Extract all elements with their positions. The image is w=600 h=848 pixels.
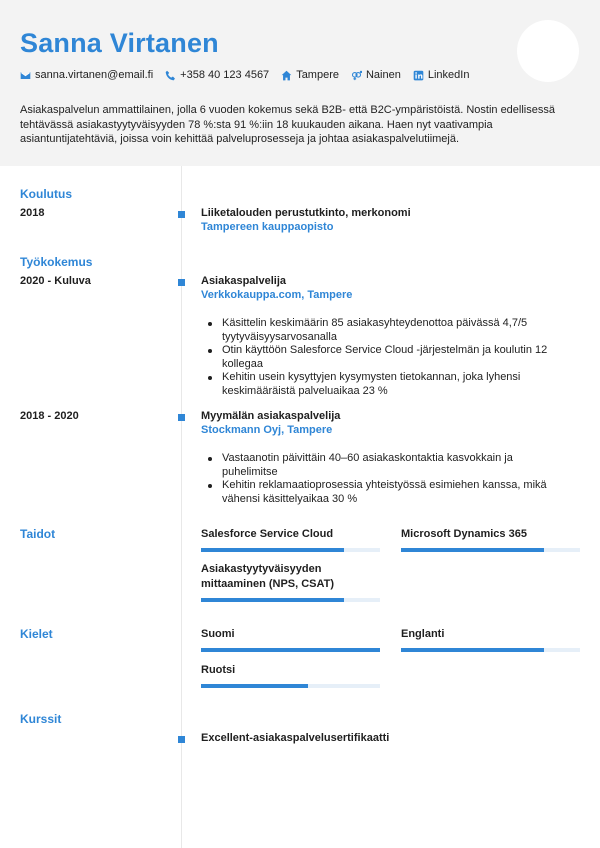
experience-title-1: Asiakaspalvelija [201,275,287,287]
education-degree: Liiketalouden perustutkinto, merkonomi [201,207,411,219]
skill-level-fill [201,548,344,552]
linkedin-icon [413,70,424,81]
experience-date-1: 2020 - Kuluva [20,275,91,287]
list-item: Käsittelin keskimäärin 85 asiakasyhteydenottoa päivässä 4,7/5 tyytyväisyysarvosanalla [201,317,561,344]
contact-gender [351,69,401,81]
skill-item [201,527,380,552]
profile-photo-placeholder [517,20,579,82]
language-label: Suomi [201,628,235,640]
skill-item [401,527,580,552]
language-label: Ruotsi [201,664,236,676]
education-school: Tampereen kauppaopisto [201,221,334,233]
candidate-name: Sanna Virtanen [20,28,219,58]
profile-summary: Asiakaspalvelun ammattilainen, jolla 6 vuoden kokemus sekä B2B- että B2C-ympäristöistä. Nostin edellisessä tehtävässä asiakastyytyväisyyden 78 %:sta 91 %:iin 18 kuukauden aikana. Haen nyt vaativampia asiantuntijatehtäviä, joissa voin kehittää palveluprosesseja ja johtaa asiakaspalvelutiimejä. [20,104,555,145]
contact-gender-text: Nainen [365,69,401,81]
experience-bullets-1 [201,317,561,398]
language-level-bar [201,648,380,652]
header-band [0,0,600,166]
contact-email[interactable] [20,69,153,81]
language-level-fill [201,648,380,652]
language-item [201,663,380,688]
timeline-divider [181,166,182,848]
phone-icon [165,70,176,81]
timeline-marker [178,211,185,218]
education-date: 2018 [20,207,45,219]
skill-label: Salesforce Service Cloud [201,528,334,540]
language-level-fill [401,648,544,652]
contact-location [281,69,339,81]
course-title: Excellent-asiakaspalvelusertifikaatti [201,732,390,744]
contact-location-text: Tampere [296,69,339,81]
contact-row [20,69,481,81]
language-label: Englanti [401,628,445,640]
home-icon [281,70,292,81]
language-level-bar [201,684,380,688]
section-title-experience: Työkokemus [20,255,93,269]
timeline-marker [178,414,185,421]
list-item: Kehitin usein kysyttyjen kysymysten tietokannan, joka lyhensi keskimääräistä palveluaikaa 23 % [201,371,561,398]
experience-title-2: Myymälän asiakaspalvelija [201,410,341,422]
timeline-marker [178,736,185,743]
language-level-bar [401,648,580,652]
section-title-education: Koulutus [20,187,72,201]
experience-bullets-2 [201,452,561,506]
section-title-skills: Taidot [20,527,56,541]
experience-date-2: 2018 - 2020 [20,410,79,422]
gender-icon [351,70,362,81]
skill-level-bar [401,548,580,552]
skill-label: Microsoft Dynamics 365 [401,528,527,540]
skill-level-bar [201,548,380,552]
skill-level-bar [201,598,380,602]
section-title-courses: Kurssit [20,712,62,726]
list-item: Vastaanotin päivittäin 40–60 asiakaskontaktia kasvokkain ja puhelimitse [201,452,561,479]
contact-phone-text: +358 40 123 4567 [180,69,270,81]
timeline-marker [178,279,185,286]
skill-item [201,562,380,602]
list-item: Otin käyttöön Salesforce Service Cloud -järjestelmän ja koulutin 12 kollegaa [201,344,561,371]
skill-level-fill [201,598,344,602]
contact-phone[interactable] [165,69,269,81]
contact-linkedin-text: LinkedIn [427,69,470,81]
contact-email-text: sanna.virtanen@email.fi [35,69,154,81]
language-item [401,627,580,652]
skill-label: Asiakastyytyväisyyden mittaaminen (NPS, CSAT) [201,563,335,590]
language-level-fill [201,684,308,688]
envelope-icon [20,70,31,81]
experience-company-2: Stockmann Oyj, Tampere [201,424,333,436]
skill-level-fill [401,548,544,552]
contact-linkedin[interactable] [413,69,470,81]
list-item: Kehitin reklamaatioprosessia yhteistyössä esimiehen kanssa, mikä vähensi käsittelyaikaa 30 % [201,479,561,506]
language-item [201,627,380,652]
section-title-languages: Kielet [20,627,53,641]
experience-company-1: Verkkokauppa.com, Tampere [201,289,353,301]
